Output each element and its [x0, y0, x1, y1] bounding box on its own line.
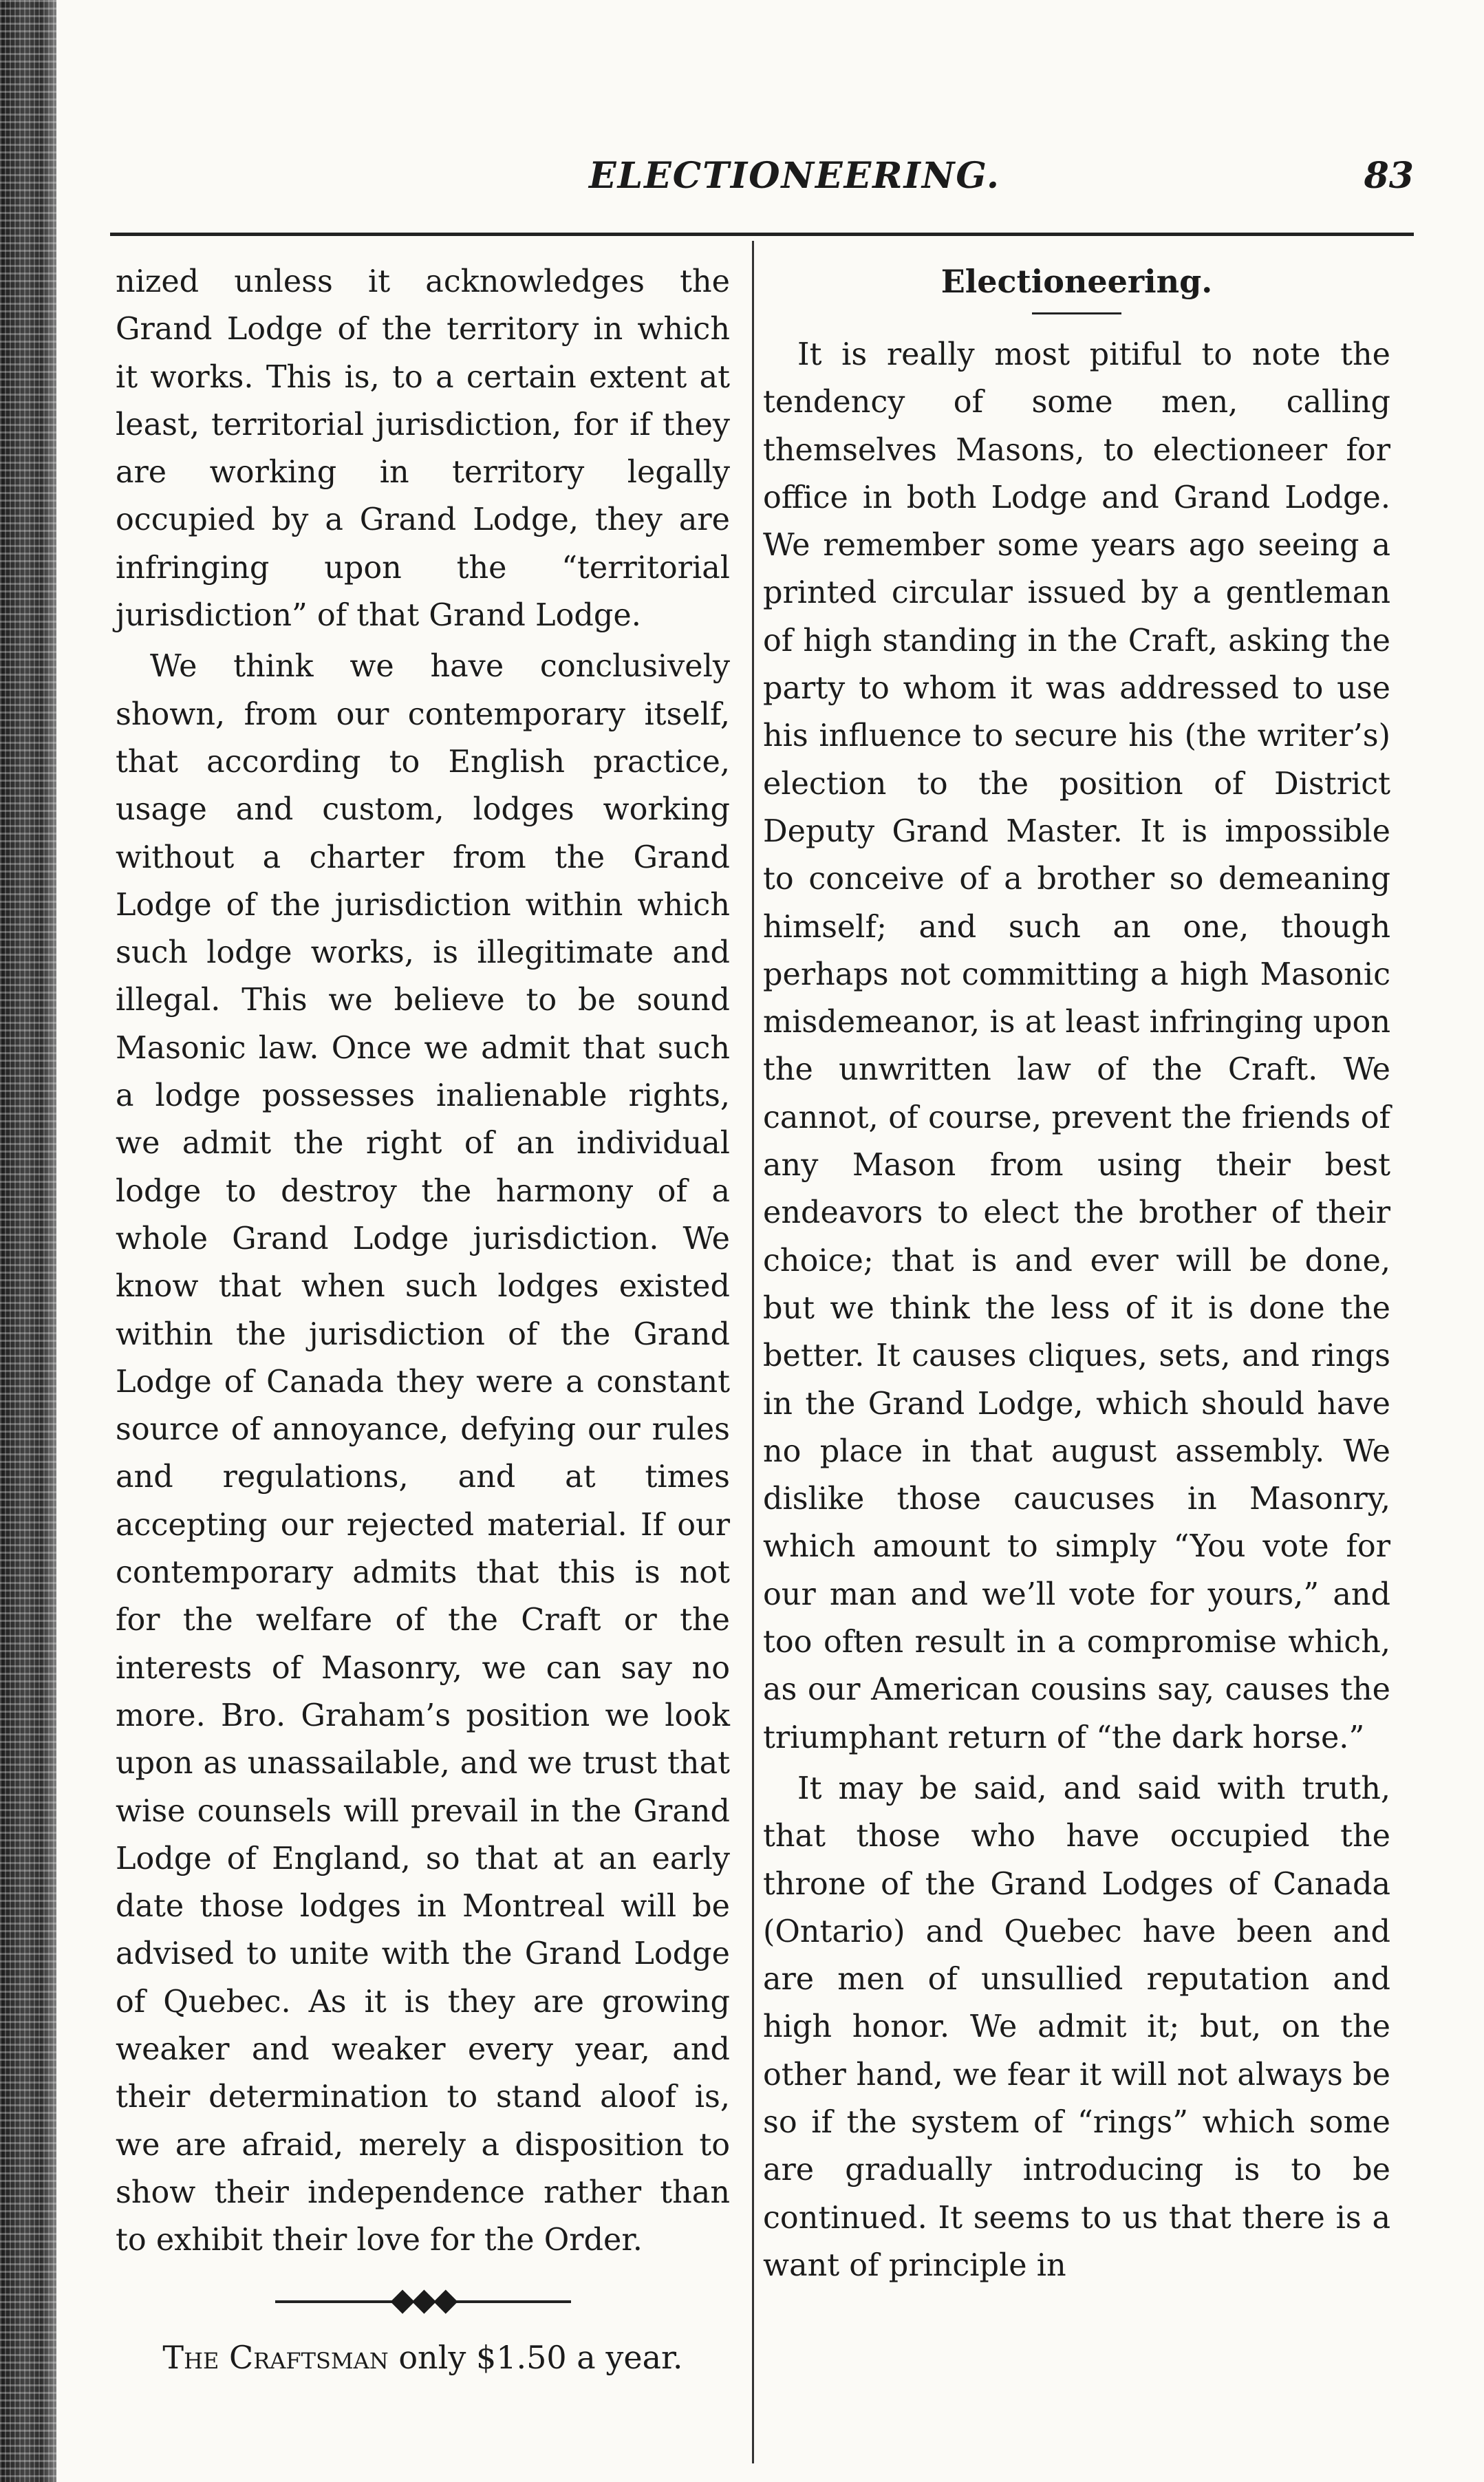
left-column: [116, 258, 730, 2470]
section-heading: Electioneering.: [940, 263, 1213, 300]
subscription-price: only $1.50 a year.: [388, 2339, 683, 2377]
heading-rule: [1032, 312, 1121, 314]
ornament-divider: [275, 2280, 571, 2318]
running-head-title: ELECTIONEERING.: [588, 155, 1001, 197]
article-paragraph: We think we have conclusively shown, from our contemporary itself, that according to English practice, usage and custom, lodges working without a charter from the Grand Lodge of the jurisdiction within which such lodge works, is illegitimate and illegal. This we believe to be sound Masonic law. Once we admit that such a lodge possesses inalienable rights, we admit the right of an individual lodge to destroy the harmony of a whole Grand Lodge jurisdiction. We know that when such lodges existed within the jurisdiction of the Grand Lodge of Canada they were a constant source of annoyance, defying our rules and regulations, and at times accepting our rejected material. If our contemporary admits that this is not for the welfare of the Craft or the interests of Masonry, we can say no more. Bro. Graham’s position we look upon as unassailable, and we trust that wise counsels will prevail in the Grand Lodge of England, so that at an early date those lodges in Montreal will be advised to unite with the Grand Lodge of Quebec. As it is they are growing weaker and weaker every year, and their determination to stand aloof is, we are afraid, merely a disposition to show their independence rather than to exhibit their love for the Order.: [116, 649, 730, 2258]
publication-name: The Craftsman: [162, 2339, 389, 2377]
page-number: 83: [1364, 155, 1414, 197]
subscription-notice: [116, 2334, 730, 2382]
ornament-glyphs: ◆◆◆: [390, 2280, 455, 2318]
article-paragraph: It is really most pitiful to note the tendency of some men, calling themselves Masons, to electioneer for office in both Lodge and Grand Lodge. We remember some years ago seeing a printed circular issued by a gentleman of high standing in the Craft, asking the party to whom it was addressed to use his influence to secure his (the writer’s) election to the position of District Deputy Grand Master. It is impossible to conceive of a brother so demeaning himself; and such an one, though perhaps not committing a high Masonic misdemeanor, is at least infringing upon the unwritten law of the Craft. We cannot, of course, prevent the friends of any Mason from using their best endeavors to elect the brother of their choice; that is and ever will be done, but we think the less of it is done the better. It causes cliques, sets, and rings in the Grand Lodge, which should have no place in that august assembly. We dislike those caucuses in Masonry, which amount to simply “You vote for our man and we’ll vote for yours,” and too often result in a compromise which, as our American cousins say, causes the triumphant return of “the dark horse.”: [763, 337, 1390, 1755]
running-head: [110, 155, 1414, 224]
article-continuation-paragraph: nized unless it acknowledges the Grand Lodge of the territory in which it works. This is, to a certain extent at least, territorial jurisdiction, for if they are working in territory legally occupied by a Grand Lodge, they are infringing upon the “territorial jurisdiction” of that Grand Lodge.: [116, 264, 730, 634]
article-paragraph: It may be said, and said with truth, that those who have occupied the throne of the Grand Lodges of Canada (Ontario) and Quebec have been and are men of unsullied reputation and high honor. We admit it; but, on the other hand, we fear it will not always be so if the system of “rings” which some are gradually introducing is to be continued. It seems to us that there is a want of principle in: [763, 1770, 1390, 2283]
header-rule: [110, 233, 1414, 236]
column-divider-rule: [752, 241, 754, 2463]
right-column: [763, 258, 1390, 2470]
scanned-binding-edge: [0, 0, 56, 2482]
